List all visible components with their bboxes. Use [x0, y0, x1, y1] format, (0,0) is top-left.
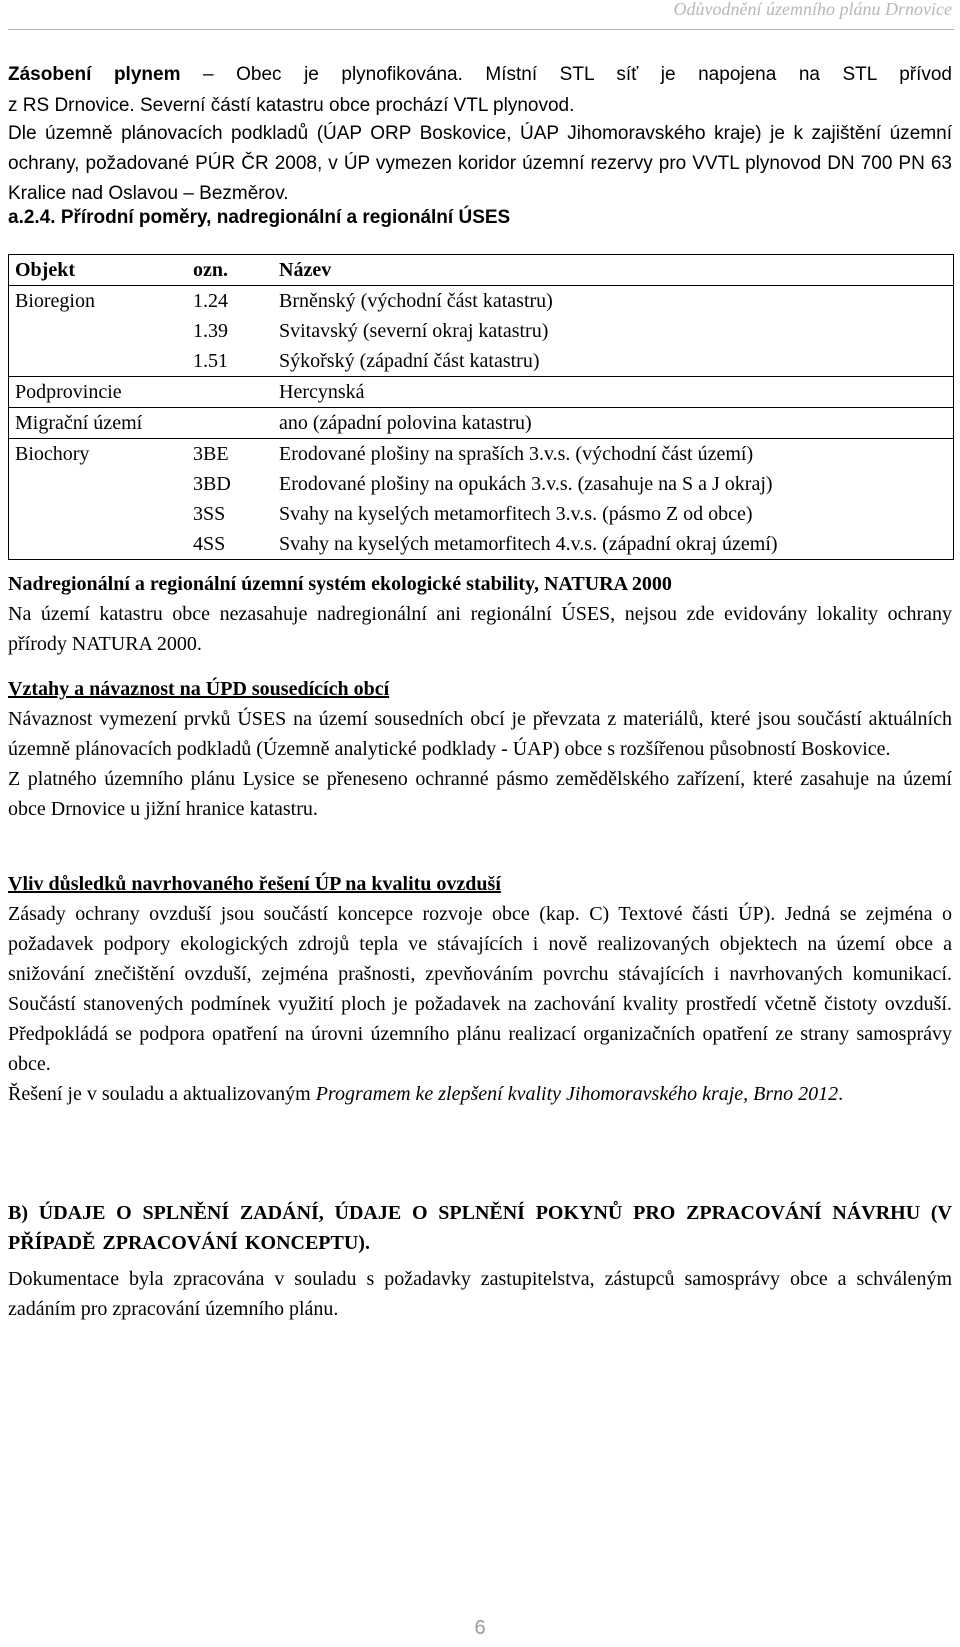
header-rule — [8, 29, 954, 30]
page-number: 6 — [474, 1617, 486, 1639]
table-row-biochory — [9, 439, 954, 560]
table-row-podprovincie — [9, 377, 954, 408]
ovzdusi-text-2: Řešení je v souladu a aktualizovaným Programem ke zlepšení kvality Jihomoravského kraje, Brno 2012. — [8, 1083, 844, 1105]
cell-ozn — [187, 408, 273, 439]
header-objekt: Objekt — [9, 255, 188, 286]
vztahy-heading: Vztahy a návaznost na ÚPD sousedících obcí — [8, 678, 390, 700]
section-a24-heading: a.2.4. Přírodní poměry, nadregionální a regionální ÚSES — [8, 207, 511, 228]
ovzdusi-section — [8, 869, 952, 1109]
table-row-bioregion — [9, 286, 954, 377]
gas-paragraph — [8, 59, 952, 121]
vztahy-text-1: Návaznost vymezení prvků ÚSES na území sousedních obcí je převzata z materiálů, které jsou součástí aktuálních územně plánovacích podkladů (Územně analytické podklady - ÚAP) obce s rozšířenou působností Boskovice. — [8, 708, 952, 760]
cell-nazev: Erodované plošiny na spraších 3.v.s. (východní část území) Erodované plošiny na opukách 3.v.s. (zasahuje na S a J okraj) Svahy na kyselých metamorfitech 3.v.s. (pásmo Z od obce) Svahy na kyselých metamorfitech 4.v.s. (západní okraj území) — [273, 439, 954, 560]
table-row-migracni — [9, 408, 954, 439]
gas-line-2: z RS Drnovice. Severní částí katastru obce prochází VTL plynovod. — [8, 95, 575, 116]
cell-objekt: Migrační území — [9, 408, 188, 439]
cell-objekt: Podprovincie — [9, 377, 188, 408]
cell-objekt: Biochory — [9, 439, 188, 560]
cell-ozn: 3BE 3BD 3SS 4SS — [187, 439, 273, 560]
cell-nazev: ano (západní polovina katastru) — [273, 408, 954, 439]
ovzdusi-heading: Vliv důsledků navrhovaného řešení ÚP na kvalitu ovzduší — [8, 873, 501, 895]
header-nazev: Název — [273, 255, 954, 286]
cell-objekt: Bioregion — [9, 286, 188, 377]
section-b-text: Dokumentace byla zpracována v souladu s požadavky zastupitelstva, zástupců samosprávy obce a schváleným zadáním pro zpracování územního plánu. — [8, 1268, 952, 1320]
running-header: Odůvodnění územního plánu Drnovice — [673, 0, 952, 19]
bioregion-table — [8, 254, 954, 560]
gas-line-1 — [8, 59, 952, 90]
section-b — [8, 1198, 952, 1324]
natura-heading: Nadregionální a regionální územní systém ekologické stability, NATURA 2000 — [8, 573, 672, 595]
cell-ozn: 1.24 1.39 1.51 — [187, 286, 273, 377]
ovzdusi-text-1: Zásady ochrany ovzduší jsou součástí koncepce rozvoje obce (kap. C) Textové části ÚP). Jedná se zejména o požadavek podpory ekologických zdrojů tepla ve stávajících i nově realizovaných objektech na území obce a snižování znečištění ovzduší, zejména prašnosti, zpevňováním povrchu stávajících i navrhovaných komunikací. Součástí stanovených podmínek využití ploch je požadavek na zachování kvality prostředí včetně čistoty ovzduší. Předpokládá se podpora opatření na úrovni územního plánu realizací organizačních opatření ze strany samosprávy obce. — [8, 903, 952, 1075]
gas-corridor-paragraph: Dle územně plánovacích podkladů (ÚAP ORP Boskovice, ÚAP Jihomoravského kraje) je k zajištění územní ochrany, požadované PÚR ČR 2008, v ÚP vymezen koridor územní rezervy pro VVTL plynovod DN 700 PN 63 Kralice nad Oslavou – Bezměrov. — [8, 123, 952, 204]
natura-text: Na území katastru obce nezasahuje nadregionální ani regionální ÚSES, nejsou zde evidovány lokality ochrany přírody NATURA 2000. — [8, 603, 952, 655]
cell-ozn — [187, 377, 273, 408]
natura-section — [8, 569, 952, 659]
vztahy-section — [8, 674, 952, 824]
header-ozn: ozn. — [187, 255, 273, 286]
gas-lead-rest: – Obec je plynofikována. Místní STL síť je napojena na STL přívod — [180, 64, 952, 85]
vztahy-text-2: Z platného územního plánu Lysice se přeneseno ochranné pásmo zemědělského zařízení, které zasahuje na území obce Drnovice u jižní hranice katastru. — [8, 768, 952, 820]
section-b-heading: B) ÚDAJE O SPLNĚNÍ ZADÁNÍ, ÚDAJE O SPLNĚNÍ POKYNŮ PRO ZPRACOVÁNÍ NÁVRHU (V PŘÍPADĚ ZPRACOVÁNÍ KONCEPTU). — [8, 1202, 952, 1254]
table-header-row — [9, 255, 954, 286]
cell-nazev: Brněnský (východní část katastru) Svitavský (severní okraj katastru) Sýkořský (západní část katastru) — [273, 286, 954, 377]
gas-lead: Zásobení plynem — [8, 64, 181, 85]
cell-nazev: Hercynská — [273, 377, 954, 408]
